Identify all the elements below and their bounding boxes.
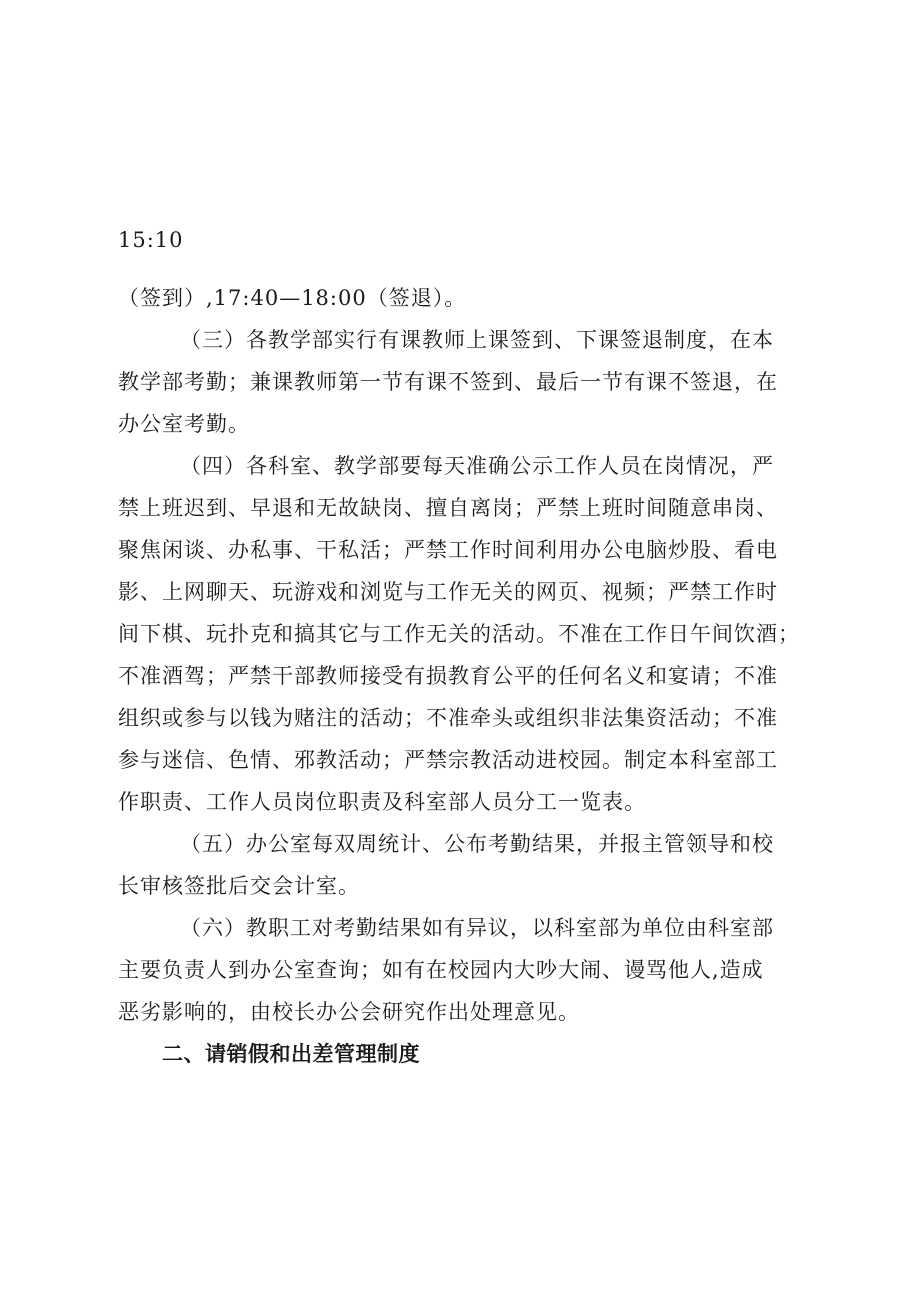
section-5-line-2: 长审核签批后交会计室。 — [118, 874, 360, 898]
section-6-line-2: 主要负责人到办公室查询；如有在校园内大吵大闹、谩骂他人,造成 — [118, 958, 764, 982]
section-4-line-4: 影、上网聊天、玩游戏和浏览与工作无关的网页、视频；严禁工作时 — [118, 580, 778, 604]
section-4-line-8: 参与迷信、色情、邪教活动；严禁宗教活动进校园。制定本科室部工 — [118, 748, 778, 772]
section-6-line-1: （六）教职工对考勤结果如有异议，以科室部为单位由科室部 — [180, 916, 774, 940]
section-4-line-3: 聚焦闲谈、办私事、干私活；严禁工作时间利用办公电脑炒股、看电 — [118, 538, 778, 562]
section-3-line-2: 教学部考勤；兼课教师第一节有课不签到、最后一节有课不签退，在 — [118, 370, 778, 394]
section-4-line-9: 作职责、工作人员岗位职责及科室部人员分工一览表。 — [118, 790, 646, 814]
section-4-line-2: 禁上班迟到、早退和无故缺岗、擅自离岗；严禁上班时间随意串岗、 — [118, 496, 778, 520]
section-4-line-1: （四）各科室、教学部要每天准确公示工作人员在岗情况，严 — [180, 454, 774, 478]
section-3-line-3: 办公室考勤。 — [118, 412, 250, 436]
section-4-line-5: 间下棋、玩扑克和搞其它与工作无关的活动。不准在工作日午间饮酒； — [118, 622, 800, 646]
section-4-line-7: 组织或参与以钱为赌注的活动；不准牵头或组织非法集资活动；不准 — [118, 706, 778, 730]
section-6-line-3: 恶劣影响的，由校长办公会研究作出处理意见。 — [118, 1000, 580, 1024]
section-3-line-1: （三）各教学部实行有课教师上课签到、下课签退制度，在本 — [180, 328, 774, 352]
section-4-line-6: 不准酒驾；严禁干部教师接受有损教育公平的任何名义和宴请；不准 — [118, 664, 778, 688]
sign-in-out-line: （签到）,17:40—18:00（签退）。 — [118, 286, 467, 310]
section-heading-2: 二、请销假和出差管理制度 — [162, 1042, 420, 1066]
section-5-line-1: （五）办公室每双周统计、公布考勤结果，并报主管领导和校 — [180, 832, 774, 856]
time-line: 15:10 — [118, 228, 184, 252]
